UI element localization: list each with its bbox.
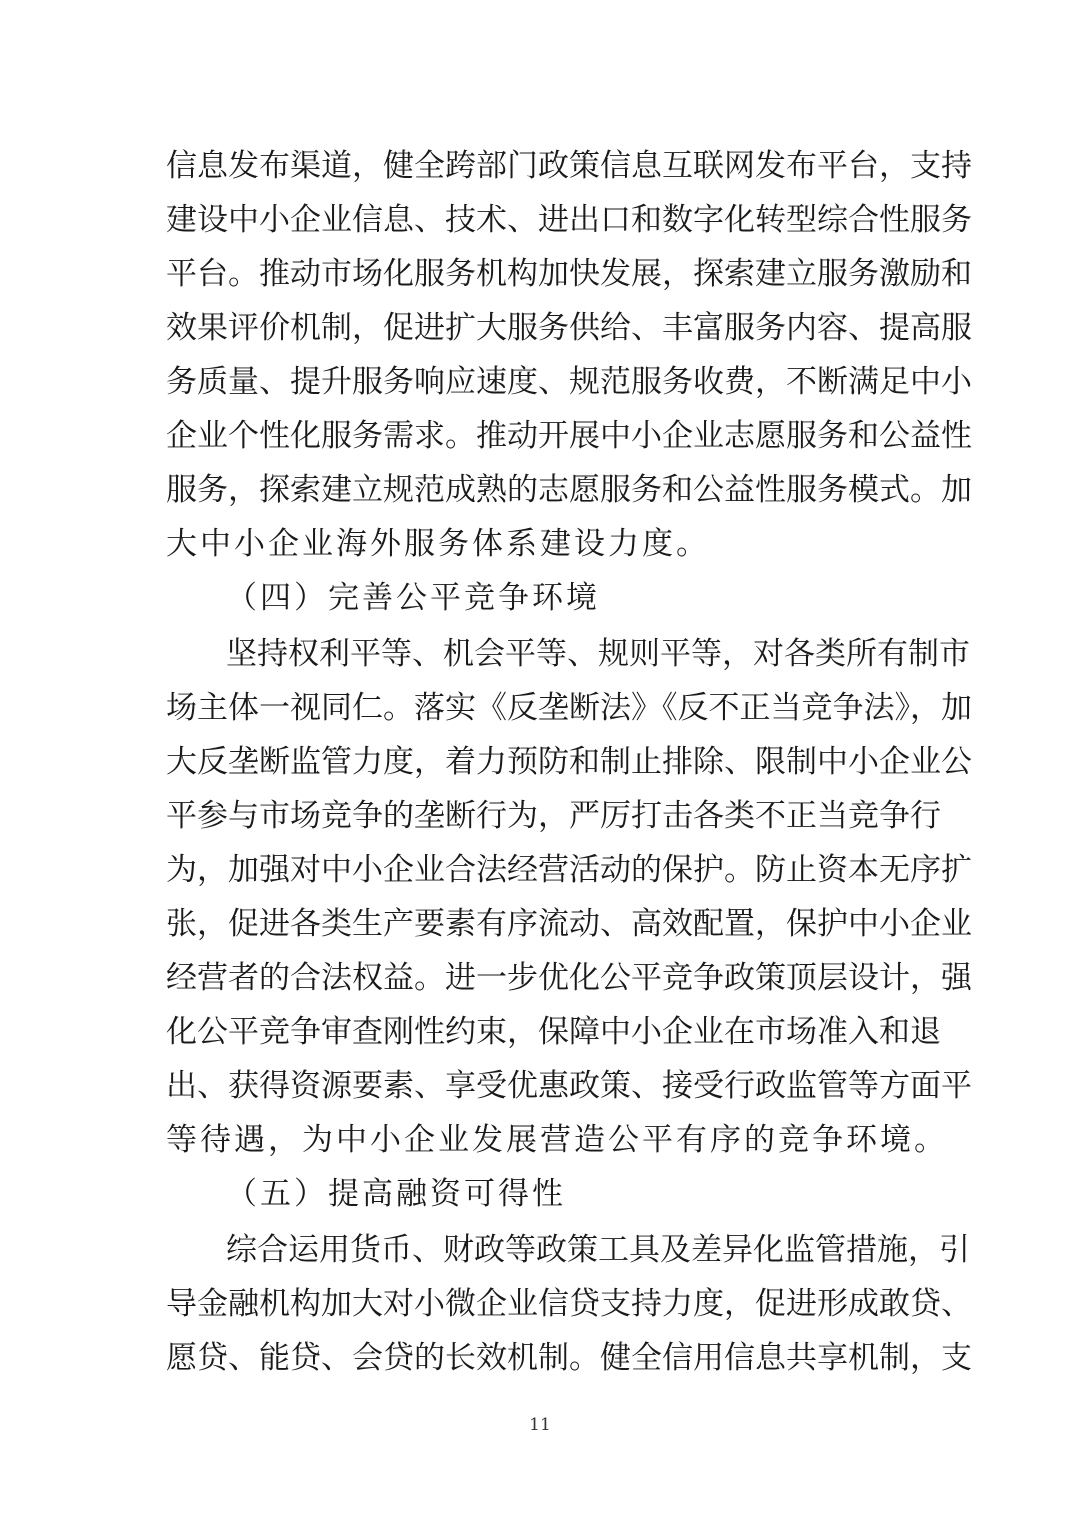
text-line: 愿贷、能贷、会贷的长效机制。健全信用信息共享机制，支 bbox=[166, 1340, 972, 1376]
text-line: 服务，探索建立规范成熟的志愿服务和公益性服务模式。加 bbox=[166, 472, 972, 508]
section-heading-five: （五）提高融资可得性 bbox=[226, 1176, 566, 1212]
text-line: 经营者的合法权益。进一步优化公平竞争政策顶层设计，强 bbox=[166, 960, 972, 996]
text-line: 大中小企业海外服务体系建设力度。 bbox=[166, 526, 710, 562]
text-line: 张，促进各类生产要素有序流动、高效配置，保护中小企业 bbox=[166, 906, 972, 942]
text-line: 效果评价机制，促进扩大服务供给、丰富服务内容、提高服 bbox=[166, 310, 972, 346]
text-line: 企业个性化服务需求。推动开展中小企业志愿服务和公益性 bbox=[166, 418, 972, 454]
text-line: 大反垄断监管力度，着力预防和制止排除、限制中小企业公 bbox=[166, 744, 972, 780]
text-line: 坚持权利平等、机会平等、规则平等，对各类所有制市 bbox=[226, 636, 970, 672]
page-number: 11 bbox=[529, 1415, 551, 1435]
text-line: 建设中小企业信息、技术、进出口和数字化转型综合性服务 bbox=[166, 202, 972, 238]
text-line: 平参与市场竞争的垄断行为，严厉打击各类不正当竞争行 bbox=[166, 798, 941, 834]
text-line: 化公平竞争审查刚性约束，保障中小企业在市场准入和退 bbox=[166, 1014, 941, 1050]
text-line: 务质量、提升服务响应速度、规范服务收费，不断满足中小 bbox=[166, 364, 972, 400]
text-line: 导金融机构加大对小微企业信贷支持力度，促进形成敢贷、 bbox=[166, 1286, 972, 1322]
text-line: 场主体一视同仁。落实《反垄断法》《反不正当竞争法》，加 bbox=[166, 690, 972, 726]
text-line: 平台。推动市场化服务机构加快发展，探索建立服务激励和 bbox=[166, 256, 972, 292]
text-line: 出、获得资源要素、享受优惠政策、接受行政监管等方面平 bbox=[166, 1068, 972, 1104]
text-line: 信息发布渠道，健全跨部门政策信息互联网发布平台，支持 bbox=[166, 148, 972, 184]
text-line: 为，加强对中小企业合法经营活动的保护。防止资本无序扩 bbox=[166, 852, 972, 888]
text-line: 等待遇，为中小企业发展营造公平有序的竞争环境。 bbox=[166, 1122, 948, 1158]
section-heading-four: （四）完善公平竞争环境 bbox=[226, 580, 600, 616]
text-line: 综合运用货币、财政等政策工具及差异化监管措施，引 bbox=[226, 1232, 970, 1268]
